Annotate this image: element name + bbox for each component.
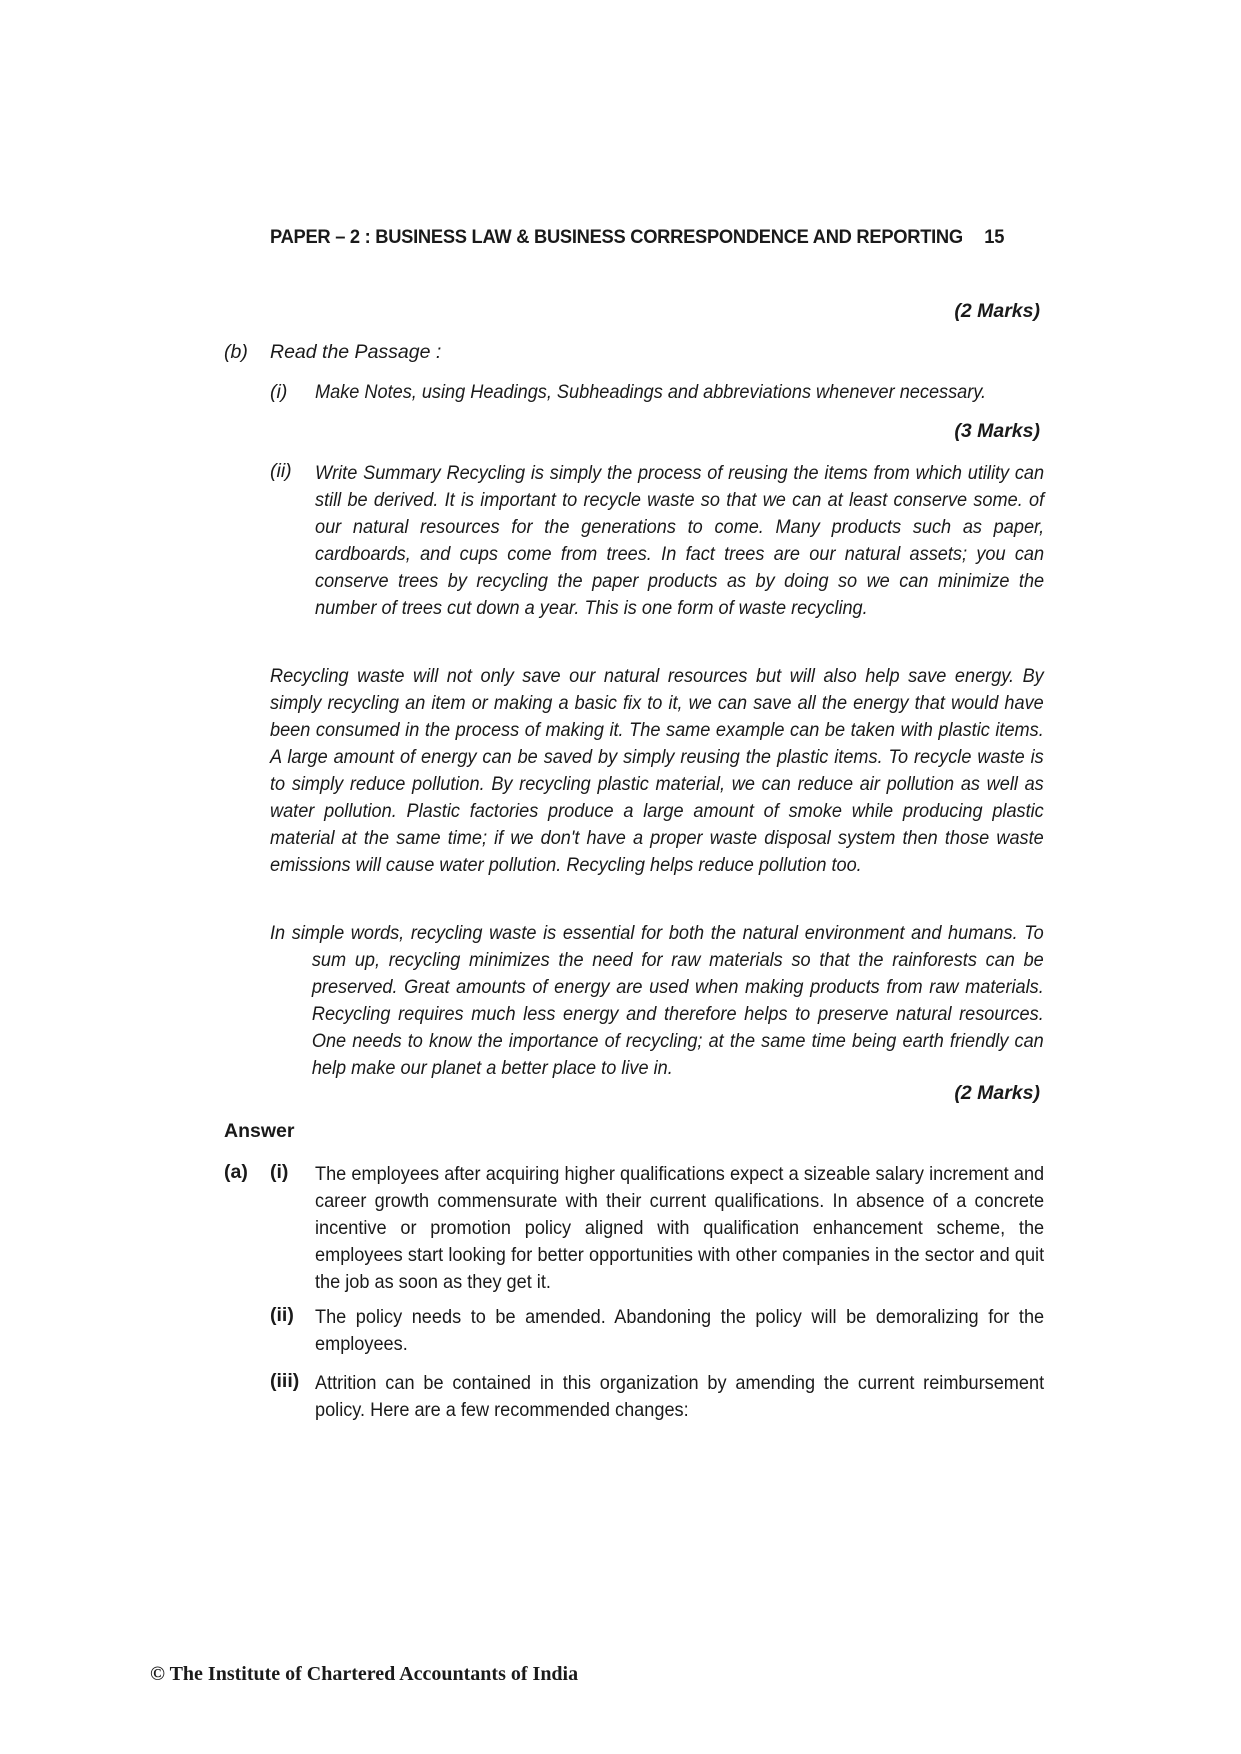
answer-item-ii-text: The policy needs to be amended. Abandoning the policy will be demoralizing for the employees. xyxy=(315,1306,1045,1355)
header-title: PAPER – 2 : BUSINESS LAW & BUSINESS CORRESPONDENCE AND REPORTING xyxy=(270,226,963,248)
item-i-label: (i) xyxy=(270,381,288,403)
paragraph-3-marks: (2 Marks) xyxy=(954,1082,1040,1104)
answer-item-i-text: The employees after acquiring higher qualifications expect a sizeable salary increment and career growth commensurate with their current qualifications. In absence of a concrete incentive or promotion policy aligned with qualification enhancement scheme, the employees start looking for better opportunities with other companies in the sector and quit the job as soon as they get it. xyxy=(315,1163,1045,1293)
item-i-text: Make Notes, using Headings, Subheadings and abbreviations whenever necessary. xyxy=(315,381,987,403)
answer-item-iii-label: (iii) xyxy=(270,1370,300,1392)
footer-copyright: © The Institute of Chartered Accountants of India xyxy=(150,1663,579,1685)
answer-item-i-label: (i) xyxy=(270,1161,289,1183)
item-ii-text: Write Summary Recycling is simply the process of reusing the items from which utility can still be derived. It is important to recycle waste so that we can at least conserve some. of our natural resources for the generations to come. Many products such as paper, cardboards, and cups come from trees. In fact trees are our natural assets; you can conserve trees by recycling the paper products as by doing so we can minimize the number of trees cut down a year. This is one form of waste recycling. xyxy=(315,462,1045,619)
passage-paragraph-2: Recycling waste will not only save our natural resources but will also help save energy. By simply recycling an item or making a basic fix to it, we can save all the energy that would have been consumed in the process of making it. The same example can be taken with plastic items. A large amount of energy can be saved by simply reusing the plastic items. To recycle waste is to simply reduce pollution. By recycling plastic material, we can reduce air pollution as well as water pollution. Plastic factories produce a large amount of smoke while producing plastic material at the same time; if we don't have a proper waste disposal system then those waste emissions will cause water pollution. Recycling helps reduce pollution too. xyxy=(270,665,1044,876)
question-b-label: (b) xyxy=(224,341,248,363)
page-number: 15 xyxy=(984,226,1005,248)
question-b-text: Read the Passage : xyxy=(270,341,442,363)
answer-heading: Answer xyxy=(224,1120,295,1142)
item-ii-label: (ii) xyxy=(270,460,292,482)
answer-a-label: (a) xyxy=(224,1161,248,1183)
item-i-marks: (3 Marks) xyxy=(954,420,1040,442)
answer-item-iii-text: Attrition can be contained in this organization by amending the current reimbursement policy. Here are a few recommended changes: xyxy=(315,1372,1045,1421)
passage-paragraph-3 xyxy=(270,920,1044,1082)
marks-top: (2 Marks) xyxy=(954,300,1040,322)
passage-paragraph-3-text: In simple words, recycling waste is essential for both the natural environment and humans. To sum up, recycling minimizes the need for raw materials so that the rainforests can be preserved. Great amounts of energy are used when making products from raw materials. Recycling requires much less energy and therefore helps to preserve natural resources. One needs to know the importance of recycling; at the same time being earth friendly can help make our planet a better place to live in. xyxy=(270,922,1044,1079)
answer-item-ii-label: (ii) xyxy=(270,1304,294,1326)
page-header xyxy=(270,226,1004,249)
